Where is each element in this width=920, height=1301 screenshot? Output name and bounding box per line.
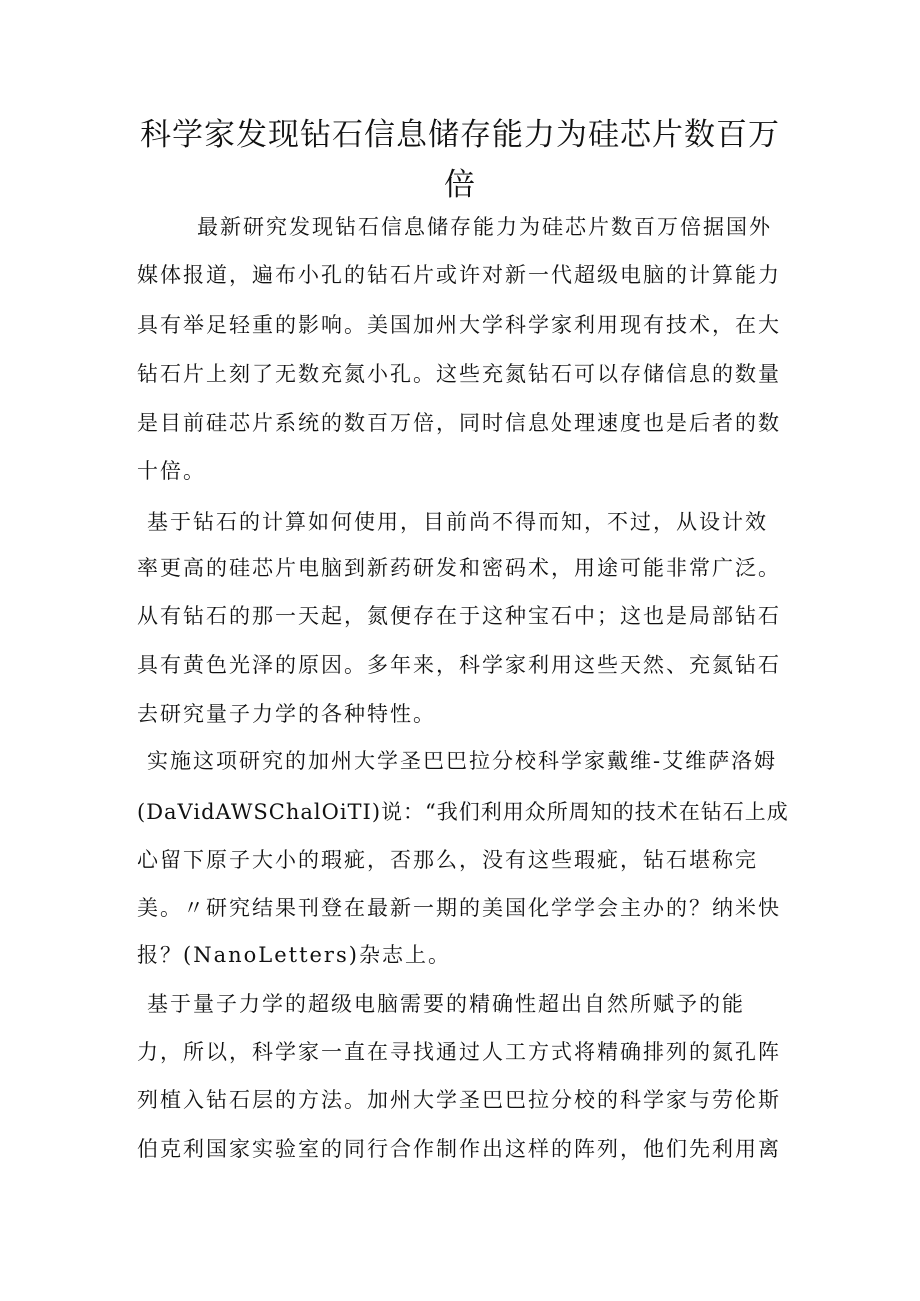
body-line-8: 率更高的硅芯片电脑到新药研发和密码术，用途可能非常广泛。 [137,556,781,580]
body-line-13: (DaVidAWSChalOiTI)说：“我们利用众所周知的技术在钻石上成 [137,800,789,824]
body-line-20: 伯克利国家实验室的同行合作制作出这样的阵列，他们先利用离 [137,1137,781,1161]
body-line-18: 力，所以，科学家一直在寻找通过人工方式将精确排列的氮孔阵 [137,1040,781,1064]
body-line-12: 实施这项研究的加州大学圣巴巴拉分校科学家戴维-艾维萨洛姆 [147,749,778,773]
body-line-9: 从有钻石的那一天起，氮便存在于这种宝石中；这也是局部钻石 [137,604,781,628]
body-line-7: 基于钻石的计算如何使用，目前尚不得而知，不过，从设计效 [147,510,768,534]
document-title: 科学家发现钻石信息储存能力为硅芯片数百万倍 [140,117,780,203]
body-line-5: 是目前硅芯片系统的数百万倍，同时信息处理速度也是后者的数 [137,411,781,435]
body-line-10: 具有黄色光泽的原因。多年来，科学家利用这些天然、充氮钻石 [137,653,781,677]
body-line-3: 具有举足轻重的影响。美国加州大学科学家利用现有技术，在大 [137,313,781,337]
body-line-4: 钻石片上刻了无数充氮小孔。这些充氮钻石可以存储信息的数量 [137,362,781,386]
body-line-19: 列植入钻石层的方法。加州大学圣巴巴拉分校的科学家与劳伦斯 [137,1088,781,1112]
body-line-16: 报？(NanoLetters)杂志上。 [137,943,451,967]
body-line-17: 基于量子力学的超级电脑需要的精确性超出自然所赋予的能 [147,992,745,1016]
body-line-6: 十倍。 [137,459,206,483]
body-line-15: 美。〃研究结果刊登在最新一期的美国化学学会主办的？纳米快 [137,896,781,920]
body-line-14: 心留下原子大小的瑕疵，否那么，没有这些瑕疵，钻石堪称完 [137,848,758,872]
body-line-11: 去研究量子力学的各种特性。 [137,702,436,726]
body-line-2: 媒体报道，遍布小孔的钻石片或许对新一代超级电脑的计算能力 [137,263,781,287]
body-line-1: 最新研究发现钻石信息储存能力为硅芯片数百万倍据国外 [197,215,772,239]
